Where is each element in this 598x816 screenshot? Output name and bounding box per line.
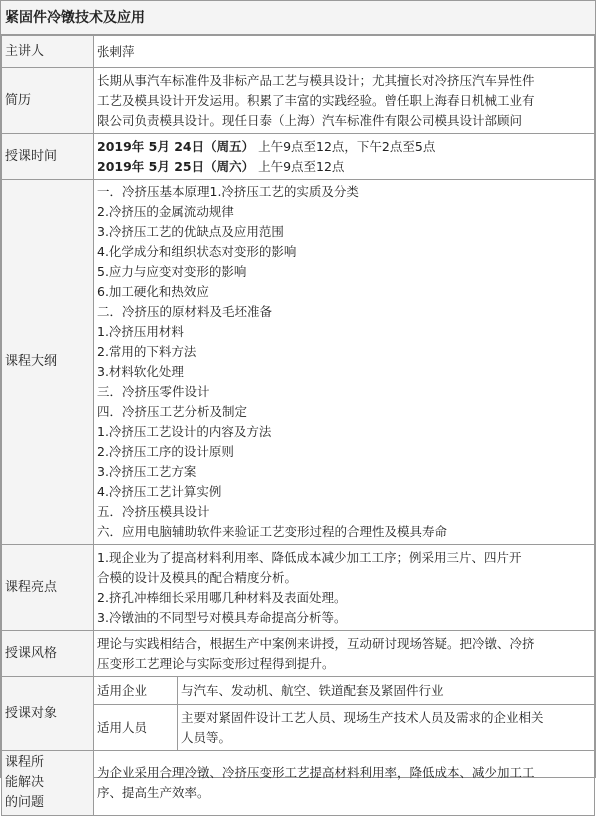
outline-item: 3.冷挤压工艺的优缺点及应用范围 — [97, 224, 284, 239]
row-highlights — [2, 545, 595, 631]
outline-item: 5.应力与应变对变形的影响 — [97, 264, 247, 279]
schedule-date: 2019年 5月 24日（周五） — [97, 138, 255, 154]
bio-line: 限公司负责模具设计。现任日泰（上海）汽车标准件有限公司模具设计部顾问 — [97, 112, 523, 128]
row-schedule — [2, 134, 595, 180]
style-line: 压变形工艺理论与实际变形过程得到提升。 — [97, 655, 335, 671]
row-lecturer — [2, 36, 595, 68]
outline-item: 3.冷挤压工艺方案 — [97, 464, 197, 479]
solves-label: 课程所 能解决 的问题 — [2, 751, 94, 816]
outline-item: 1.冷挤压用材料 — [97, 324, 184, 339]
row-outline — [2, 180, 595, 545]
audience-enterprise-value: 与汽车、发动机、航空、铁道配套及紧固件行业 — [178, 677, 595, 705]
row-style — [2, 631, 595, 677]
bio-line: 工艺及模具设计开发运用。积累了丰富的实践经验。曾任职上海春日机械工业有 — [97, 92, 535, 108]
outline-item: 4.冷挤压工艺计算实例 — [97, 484, 222, 499]
outline-item: 2.冷挤压工序的设计原则 — [97, 444, 234, 459]
audience-people-label: 适用人员 — [94, 705, 178, 751]
outline-item: 一．冷挤压基本原理1.冷挤压工艺的实质及分类 — [97, 184, 359, 199]
bio-label: 简历 — [2, 68, 94, 134]
outline-item: 4.化学成分和组织状态对变形的影响 — [97, 244, 297, 259]
audience-people-value: 主要对紧固件设计工艺人员、现场生产技术人员及需求的企业相关 人员等。 — [178, 705, 595, 751]
outline-item: 二．冷挤压的原材料及毛坯准备 — [97, 304, 273, 319]
outline-item: 1.冷挤压工艺设计的内容及方法 — [97, 424, 272, 439]
row-audience-enterprise — [2, 677, 595, 705]
course-info-table — [1, 35, 595, 816]
schedule-item — [97, 157, 591, 177]
highlight-item-cont: 合模的设计及模具的配合精度分析。 — [97, 569, 298, 585]
lecturer-label: 主讲人 — [2, 36, 94, 68]
outline-item: 3.材料软化处理 — [97, 364, 184, 379]
outline-item: 2.常用的下料方法 — [97, 344, 197, 359]
schedule-content — [94, 134, 595, 180]
outline-item: 6.加工硬化和热效应 — [97, 284, 209, 299]
outline-item: 四．冷挤压工艺分析及制定 — [97, 404, 248, 419]
outline-label: 课程大纲 — [2, 180, 94, 545]
audience-label: 授课对象 — [2, 677, 94, 751]
highlights-list — [94, 545, 595, 631]
highlight-item: 3.冷镦油的不同型号对模具寿命提高分析等。 — [97, 609, 347, 625]
schedule-time: 上午9点至12点 — [258, 158, 345, 174]
audience-enterprise-label: 适用企业 — [94, 677, 178, 705]
schedule-time: 上午9点至12点，下午2点至5点 — [258, 138, 436, 154]
outline-item: 五．冷挤压模具设计 — [97, 504, 210, 519]
outline-list — [94, 180, 595, 545]
style-line: 理论与实践相结合，根据生产中案例来讲授，互动研讨现场答疑。把冷镦、冷挤 — [97, 635, 535, 651]
highlight-item: 2.挤孔冲棒细长采用哪几种材料及表面处理。 — [97, 589, 347, 605]
highlights-label: 课程亮点 — [2, 545, 94, 631]
highlight-item: 1.现企业为了提高材料利用率、降低成本减少加工工序；例采用三片、四片开 — [97, 549, 522, 565]
row-solves — [2, 751, 595, 816]
bio-line: 长期从事汽车标准件及非标产品工艺与模具设计；尤其擅长对冷挤压汽车异性件 — [97, 72, 535, 88]
outline-item: 2.冷挤压的金属流动规律 — [97, 204, 234, 219]
schedule-date: 2019年 5月 25日（周六） — [97, 158, 255, 174]
course-title: 紧固件冷镦技术及应用 — [1, 1, 595, 35]
row-bio — [2, 68, 595, 134]
outline-item: 三．冷挤压零件设计 — [97, 384, 210, 399]
schedule-label: 授课时间 — [2, 134, 94, 180]
lecturer-name: 张剌萍 — [94, 36, 595, 68]
style-label: 授课风格 — [2, 631, 94, 677]
style-text — [94, 631, 595, 677]
schedule-item — [97, 137, 591, 157]
outline-item: 六．应用电脑辅助软件来验证工艺变形过程的合理性及模具寿命 — [97, 524, 448, 539]
solves-text: 为企业采用合理冷镦、冷挤压变形工艺提高材料利用率，降低成本、减少加工工 序、提高生产效率。 — [94, 751, 595, 816]
bio-text — [94, 68, 595, 134]
